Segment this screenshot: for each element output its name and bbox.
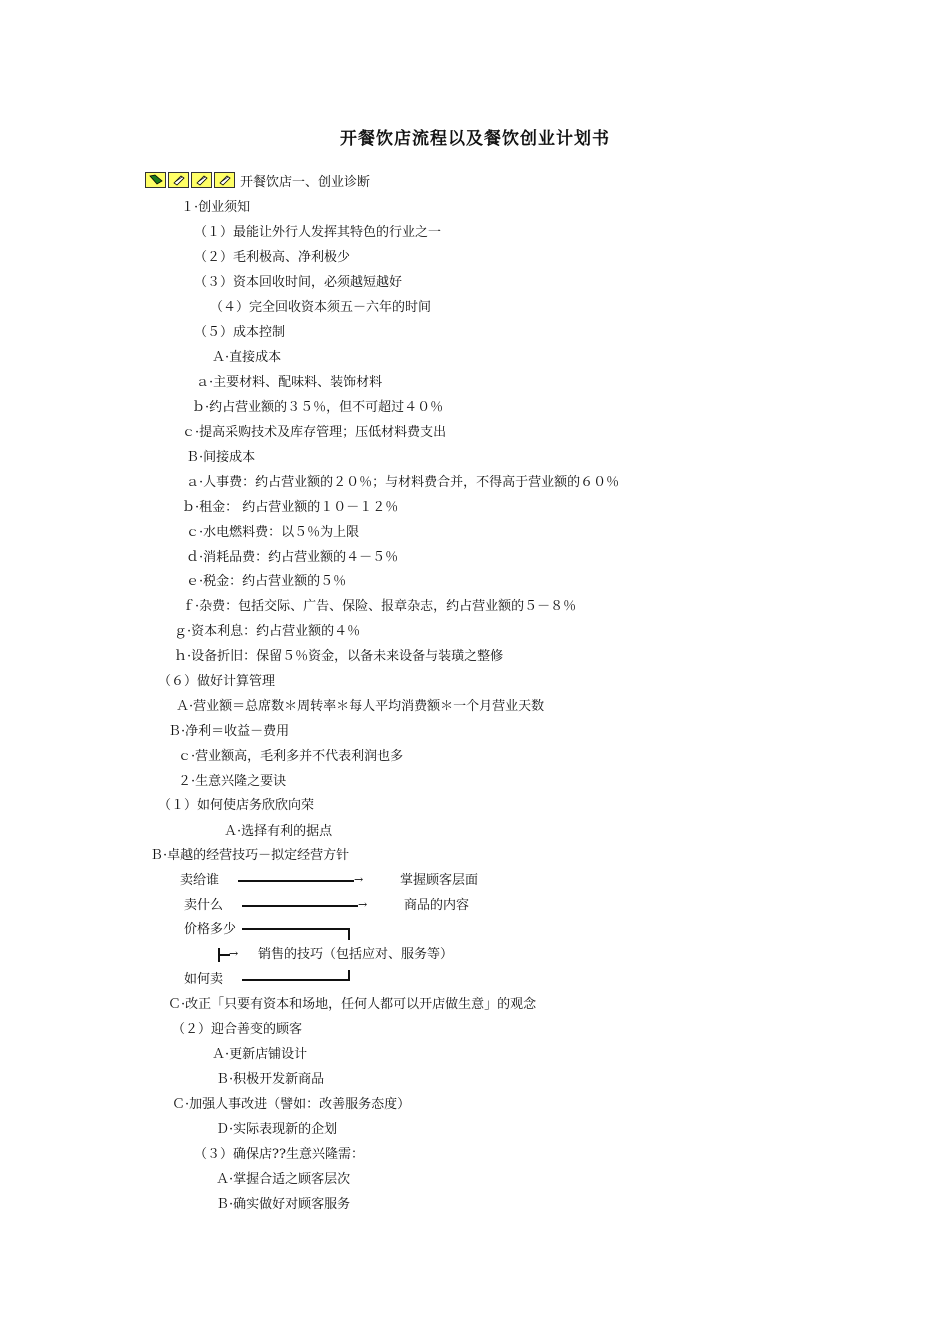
arrow-right-icon: →	[358, 898, 368, 911]
text-line: ｈ·设备折旧：保留５％资金，以备未来设备与装璜之整修	[174, 649, 504, 664]
document-title: 开餐饮店流程以及餐饮创业计划书	[340, 129, 610, 149]
text-line: （２）毛利极高、净利极少	[194, 250, 351, 265]
text-line: （１）最能让外行人发挥其特色的行业之一	[194, 225, 442, 240]
text-line: Ｂ·间接成本	[186, 450, 256, 465]
text-line: Ｂ·确实做好对顾客服务	[216, 1197, 351, 1212]
text-line: Ａ·直接成本	[212, 350, 282, 365]
text-line: ２·生意兴隆之要诀	[178, 774, 287, 789]
text-line: ｃ·水电燃料费：以５％为上限	[186, 525, 360, 540]
arrow-right-icon: →	[354, 873, 364, 886]
text-line: ｅ·税金：约占营业额的５％	[186, 574, 347, 589]
text-line: Ｂ·积极开发新商品	[216, 1072, 325, 1087]
text-line: （５）成本控制	[194, 325, 286, 340]
text-line: Ａ·更新店铺设计	[212, 1047, 308, 1062]
scroll-icon	[214, 172, 235, 188]
text-line: １·创业须知	[181, 200, 251, 215]
text-line: （３）确保店??生意兴隆需：	[194, 1147, 364, 1162]
text-line: Ａ·选择有利的据点	[224, 824, 333, 839]
flow-bracket-bottom	[242, 979, 350, 981]
flow-target-products: 商品的内容	[404, 898, 470, 913]
flow-arrow-line	[242, 905, 358, 907]
flow-label-what: 卖什么	[184, 898, 224, 913]
text-line: ｄ·消耗品费：约占营业额的４－５％	[186, 550, 399, 565]
text-line: ａ·主要材料、配味料、装饰材料	[196, 375, 383, 390]
text-line: （２）迎合善变的顾客	[172, 1022, 303, 1037]
text-line: （３）资本回收时间，必须越短越好	[194, 275, 403, 290]
flow-target-customers: 掌握顾客层面	[400, 873, 479, 888]
text-line: Ｃ·改正「只要有资本和场地，任何人都可以开店做生意」的观念	[168, 997, 537, 1012]
text-line: （６）做好计算管理	[158, 674, 276, 689]
flow-bracket-top-tick	[348, 928, 350, 940]
text-line: Ａ·掌握合适之顾客层次	[216, 1172, 351, 1187]
text-line: ｃ·提高采购技术及库存管理；压低材料费支出	[182, 425, 447, 440]
book-icon	[145, 172, 166, 188]
text-line: Ｃ·加强人事改进（譬如：改善服务态度）	[172, 1097, 411, 1112]
text-line: ｂ·租金： 约占营业额的１０－１２％	[182, 500, 399, 515]
scroll-icon	[191, 172, 212, 188]
text-line: （１）如何使店务欣欣向荣	[158, 798, 315, 813]
text-line: 开餐饮店一、创业诊断	[240, 175, 371, 190]
text-line: （４）完全回收资本须五－六年的时间	[210, 300, 432, 315]
text-line: Ａ·营业额＝总席数＊周转率＊每人平均消费额＊一个月营业天数	[176, 699, 545, 714]
text-line: ｇ·资本利息：约占营业额的４％	[174, 624, 361, 639]
flow-bracket-bottom-tick	[348, 970, 350, 981]
text-line: Ｄ·实际表现新的企划	[216, 1122, 338, 1137]
text-line: ａ·人事费：约占营业额的２０％；与材料费合并，不得高于营业额的６０％	[186, 475, 620, 490]
text-line: ｂ·约占营业额的３５％，但不可超过４０％	[192, 400, 444, 415]
flow-label-who: 卖给谁	[180, 873, 220, 888]
text-line: ｃ·营业额高，毛利多并不代表利润也多	[178, 749, 404, 764]
scroll-icon	[168, 172, 189, 188]
flow-target-sales: 销售的技巧（包括应对、服务等）	[258, 947, 454, 962]
text-line: Ｂ·净利＝收益－费用	[168, 724, 290, 739]
arrow-right-icon: →	[229, 947, 239, 960]
text-line: Ｂ·卓越的经营技巧－拟定经营方针	[150, 848, 350, 863]
flow-label-price: 价格多少	[184, 922, 237, 937]
text-line: ｆ·杂费：包括交际、广告、保险、报章杂志，约占营业额的５－８％	[182, 599, 577, 614]
flow-bracket-top	[242, 928, 350, 930]
flow-label-how: 如何卖	[184, 972, 224, 987]
toolbar-icons	[145, 172, 237, 188]
flow-arrow-line	[238, 880, 354, 882]
